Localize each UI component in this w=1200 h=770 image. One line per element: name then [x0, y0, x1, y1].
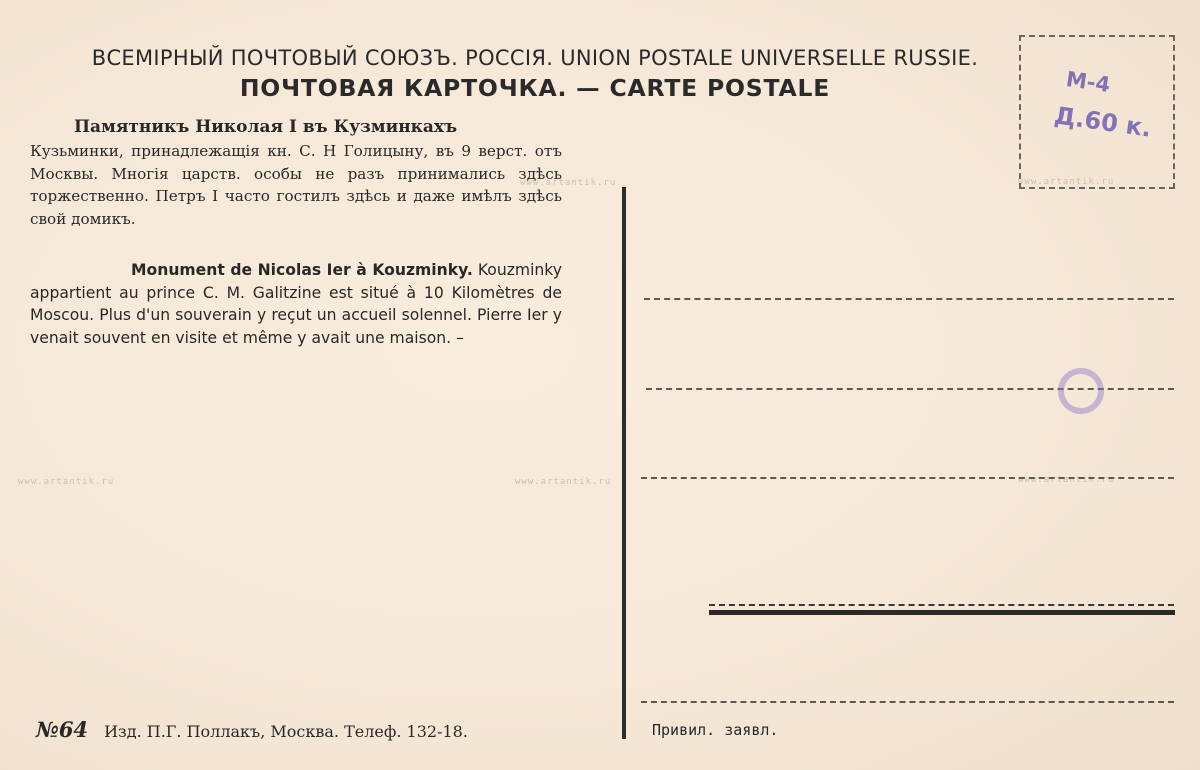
watermark: www.artantik.ru	[520, 178, 617, 188]
vertical-divider	[622, 187, 626, 739]
stamp-mark-line1: М-4	[1064, 67, 1112, 97]
watermark: www.artantik.ru	[18, 477, 115, 487]
header-carte-postale: ПОЧТОВАЯ КАРТОЧКА. — CARTE POSTALE	[239, 74, 831, 102]
stamp-mark-line2: Д.60 к.	[1052, 101, 1154, 143]
french-description	[30, 259, 562, 349]
ink-blot	[1052, 362, 1111, 421]
card-number: №64	[36, 717, 89, 742]
french-body: Kouzminky appartient au prince C. M. Galitzine est situé à 10 Kilomètres de Moscou. Plus d'un souverain y reçut un accueil solennel. Pierre Ier y venait souvent en visite et même y avait une maison. –	[30, 261, 562, 347]
address-underline-bold	[709, 610, 1175, 615]
russian-description: Кузьминки, принадлежащiя кн. С. Н Голицыну, въ 9 верст. отъ Москвы. Многiя царств. особы не разъ принимались здѣсь торжественно. Петръ I часто гостилъ здѣсь и даже имѣлъ здѣсь свой домикъ.	[30, 142, 562, 228]
address-line	[644, 298, 1174, 300]
address-line	[641, 701, 1174, 703]
watermark: www.artantik.ru	[1018, 177, 1115, 187]
watermark: www.artantik.ru	[1018, 475, 1115, 485]
publisher-text: Изд. П.Г. Поллакъ, Москва. Телеф. 132-18.	[104, 722, 468, 741]
publisher-footer	[36, 717, 468, 742]
russian-title: Памятникъ Николая I въ Кузминкахъ	[74, 117, 458, 137]
address-line	[641, 477, 1174, 479]
address-line	[709, 604, 1174, 606]
privilege-note: Привил. заявл.	[652, 721, 779, 739]
header-union-line: ВСЕМIРНЫЙ ПОЧТОВЫЙ СОЮЗЪ. РОССIЯ. UNION POSTALE UNIVERSELLE RUSSIE.	[91, 46, 979, 70]
french-title: Monument de Nicolas Ier à Kouzminky.	[131, 261, 473, 279]
watermark: www.artantik.ru	[515, 477, 612, 487]
